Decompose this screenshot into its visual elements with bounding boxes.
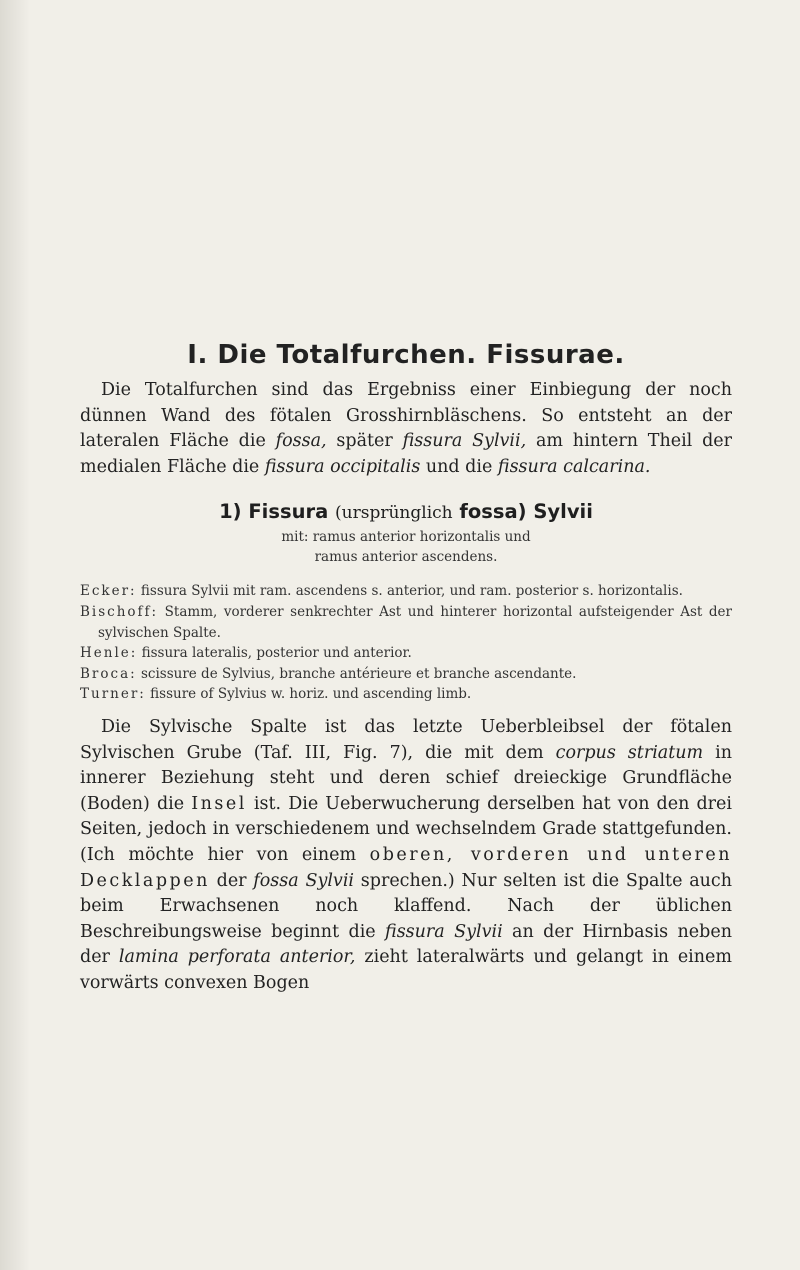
body-spaced-decklappen: oberen, vorderen und unteren Decklappen: [80, 844, 732, 891]
section-name-sylvii: Sylvii: [533, 500, 593, 524]
reference-list: [80, 581, 732, 705]
body-term-fissura-sylvii: fissura Sylvii: [385, 921, 503, 942]
body-text-4: der: [209, 870, 254, 891]
intro-text-4: und die: [420, 456, 498, 477]
reference-text: fissura Sylvii mit ram. ascendens s. anterior, und ram. posterior s. horizontalis.: [136, 583, 683, 600]
reference-author: Ecker:: [80, 583, 137, 600]
intro-term-fossa: fossa,: [275, 431, 327, 452]
book-page: [80, 340, 732, 996]
page-gutter-shadow: [0, 0, 30, 1270]
body-paragraph: [80, 715, 732, 997]
intro-term-fissura-occipitalis: fissura occipitalis: [264, 456, 421, 477]
reference-text: Stamm, vorderer senkrechter Ast und hinterer horizontal aufsteigender Ast der sylvischen Spalte.: [98, 603, 732, 641]
body-text-3: ist. Die Ueberwucherung derselben hat von den drei Seiten, jedoch in verschiedenem und wechselndem Grade stattgefunden. (Ich möchte hier von einem: [80, 793, 732, 865]
body-spaced-insel: Insel: [191, 793, 247, 814]
body-term-fossa-sylvii: fossa Sylvii: [253, 870, 355, 891]
section-name-fissura: Fissura: [248, 500, 329, 524]
reference-item: [80, 684, 732, 705]
body-text-6: an der Hirnbasis neben der: [80, 921, 732, 968]
subheading-line-2: ramus anterior ascendens.: [314, 549, 498, 566]
body-text-7: zieht lateralwärts und gelangt in einem vorwärts convexen Bogen: [80, 947, 732, 993]
reference-text: scissure de Sylvius, branche antérieure et branche ascendante.: [136, 665, 577, 682]
subheading-line-1: mit: ramus anterior horizontalis und: [281, 529, 531, 546]
intro-text-1: Die Totalfurchen sind das Ergebniss einer Einbiegung der noch dünnen Wand des fötalen Grosshirnbläschens. So entsteht an der lateralen Fläche die: [80, 380, 732, 452]
reference-text: fissura lateralis, posterior und anterior.: [137, 645, 412, 662]
section-subheading: [80, 527, 732, 567]
intro-term-fissura-sylvii: fissura Sylvii,: [402, 431, 527, 452]
reference-author: Broca:: [80, 665, 137, 682]
intro-text-3: am hintern Theil der medialen Fläche die: [80, 431, 732, 477]
reference-item: [80, 581, 732, 602]
body-term-corpus-striatum: corpus striatum: [555, 742, 704, 763]
reference-author: Bischoff:: [80, 603, 159, 620]
reference-item: [80, 602, 732, 643]
section-paren-fossa: fossa): [459, 500, 527, 524]
reference-author: Henle:: [80, 645, 138, 662]
reference-author: Turner:: [80, 686, 146, 703]
section-heading: [80, 500, 732, 523]
section-paren-text: (ursprünglich: [335, 503, 453, 524]
reference-text: fissure of Sylvius w. horiz. und ascending limb.: [145, 686, 472, 703]
body-text-5: sprechen.) Nur selten ist die Spalte auch beim Erwachsenen noch klaffend. Nach der üblichen Beschreibungsweise beginnt die: [80, 870, 732, 942]
intro-text-2: später: [326, 431, 403, 452]
reference-item: [80, 643, 732, 664]
reference-item: [80, 664, 732, 685]
body-text-1: Die Sylvische Spalte ist das letzte Ueberbleibsel der fötalen Sylvischen Grube (Taf. III, Fig. 7), die mit dem: [80, 716, 732, 763]
body-text-2: in innerer Beziehung steht und deren schief dreieckige Grundfläche (Boden) die: [80, 742, 732, 814]
body-term-lamina-perforata: lamina perforata anterior,: [118, 947, 356, 968]
section-number: 1): [219, 500, 242, 524]
intro-paragraph: [80, 378, 732, 480]
chapter-title: I. Die Totalfurchen. Fissurae.: [187, 340, 625, 370]
intro-term-fissura-calcarina: fissura calcarina.: [497, 456, 651, 477]
